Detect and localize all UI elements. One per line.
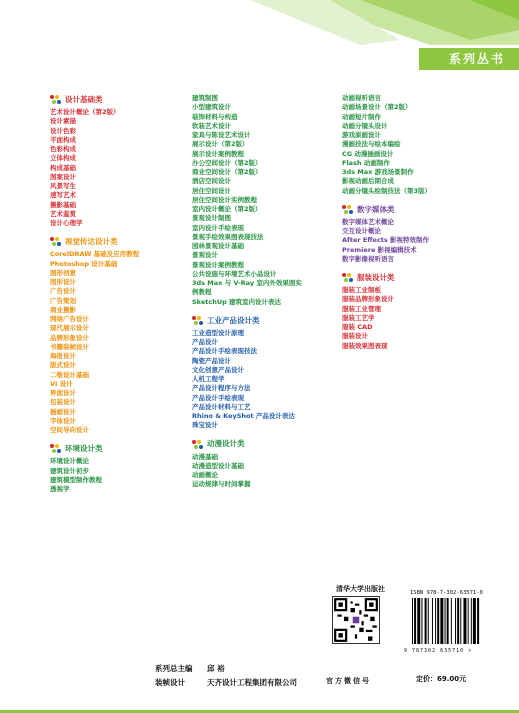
book-title: 设计素描 <box>50 117 76 126</box>
official-wechat-label: 官方微信号 <box>326 677 371 685</box>
barcode-bar <box>447 598 449 644</box>
category-title: 动漫设计类 <box>207 439 245 449</box>
book-title: 例教程 <box>192 288 212 297</box>
book-title: 艺术设计概论（第2版） <box>50 108 120 116</box>
book-title: 立体构成 <box>50 154 76 163</box>
book-title: 现代展示设计 <box>50 324 89 333</box>
category-dots-icon <box>50 444 62 453</box>
book-title: 服装工业管理 <box>342 304 381 313</box>
category-dots-icon <box>192 440 204 449</box>
category-heading <box>192 315 342 326</box>
barcode-bar <box>412 598 413 644</box>
book-title: 动画分镜头绘制技法（第3版） <box>342 186 432 195</box>
book-title: 动漫造型设计基础 <box>192 461 244 470</box>
book-title: 酒店空间设计 <box>192 177 231 186</box>
book-title: 包装设计 <box>50 398 76 407</box>
category-dots-icon <box>342 273 354 282</box>
credits <box>155 662 297 690</box>
book-title: 摄影基础 <box>50 200 76 209</box>
category-dots-icon <box>50 237 62 246</box>
book-title: 展示设计案例教程 <box>192 149 244 158</box>
barcode-bar <box>425 598 427 644</box>
book-title: 服装工艺学 <box>342 313 375 322</box>
column-1 <box>50 94 200 502</box>
category-group <box>342 272 502 351</box>
category-group <box>192 439 342 490</box>
book-title: 产品设计手绘表现 <box>192 393 244 402</box>
book-title: 人机工程学 <box>192 375 225 383</box>
book-title: 风景写生 <box>50 182 76 190</box>
book-title: 影视动画后期合成 <box>342 177 394 186</box>
category-heading <box>342 272 502 283</box>
book-title: Photoshop 设计基础 <box>50 259 118 268</box>
column-2 <box>192 94 342 498</box>
book-title: 服装品牌形象设计 <box>342 295 394 304</box>
book-title: 3ds Max 游戏场景制作 <box>342 168 414 176</box>
isbn-text: ISBN 978-7-302-63571-0 <box>410 590 483 596</box>
book-title: Premiere 影视编辑技术 <box>342 245 417 254</box>
book-title: 环境设计概论 <box>50 457 89 466</box>
book-title: 服装效果图表现 <box>342 341 388 350</box>
book-title: 产品设计程序与方法 <box>192 384 251 393</box>
book-title: 建筑模型制作教程 <box>50 475 102 484</box>
qr-code-icon <box>332 596 380 644</box>
barcode-bar <box>460 598 461 644</box>
editor-name: 邱 裕 <box>207 664 225 673</box>
book-title: 漫画技法与绘本编绘 <box>342 140 401 149</box>
book-title: 图案设计 <box>50 172 76 181</box>
editor-label: 系列总主编 <box>155 664 193 673</box>
book-title: 图形创意 <box>50 268 76 277</box>
category-dots-icon <box>342 205 354 214</box>
barcode-icon <box>410 598 506 646</box>
price: 定价：69.00元 <box>416 675 467 683</box>
book-title: 平面构成 <box>50 135 76 144</box>
book-title: VI 设计 <box>50 379 73 388</box>
book-title: 数字媒体艺术概论 <box>342 217 394 226</box>
book-title: 服装工业制板 <box>342 286 381 294</box>
barcode-bar <box>473 598 476 644</box>
book-title: 网络广告设计 <box>50 315 89 323</box>
isbn-digits: 9 787302 635710 > <box>404 648 473 654</box>
book-title: 园林景观设计基础 <box>192 242 244 250</box>
book-title: 小型建筑设计 <box>192 103 231 112</box>
category-dots-icon <box>192 316 204 325</box>
book-title: 插画设计 <box>50 407 76 416</box>
category-title: 服装设计类 <box>357 272 395 282</box>
book-title: 动画视听语言 <box>342 94 381 102</box>
category-title: 设计基础类 <box>65 94 103 104</box>
book-title: 书籍装帧设计 <box>50 342 89 351</box>
category-group <box>50 94 200 228</box>
book-title: 建筑设计初步 <box>50 466 89 475</box>
book-title: 动画场景设计（第2版） <box>342 103 412 112</box>
book-title: After Effects 影视特效制作 <box>342 236 430 245</box>
book-title: 居住空间设计 <box>192 186 231 195</box>
book-title: 版式设计 <box>50 361 76 370</box>
category-heading <box>50 94 200 105</box>
barcode-bar <box>417 598 420 644</box>
category-heading <box>50 443 200 454</box>
book-title: 动画概论 <box>192 471 218 479</box>
series-tag: 系列丛书 <box>419 48 519 70</box>
green-decoration <box>0 0 519 90</box>
book-title: Flash 动画制作 <box>342 158 390 167</box>
book-title: 产品设计 <box>192 338 218 346</box>
book-title: 文化创意产品设计 <box>192 365 244 374</box>
barcode-bar <box>457 598 459 644</box>
design-name: 天齐设计工程集团有限公司 <box>207 678 297 687</box>
book-title: 景观设计 <box>192 251 218 260</box>
category-title: 视觉传达设计类 <box>65 237 118 247</box>
book-title: CorelDRAW 基础及应用教程 <box>50 250 140 259</box>
book-title: 交互设计概论 <box>342 227 381 235</box>
book-title: 商业空间设计（第2版） <box>192 168 262 176</box>
book-title: 产品设计手绘表现技法 <box>192 347 257 356</box>
book-title: SketchUp 建筑室内设计表达 <box>192 297 282 306</box>
category-group <box>342 204 502 264</box>
book-title: 装饰材料与构造 <box>192 112 238 121</box>
book-title: 运动规律与时间掌握 <box>192 480 251 489</box>
book-title: 速写艺术 <box>50 191 76 200</box>
barcode-bar <box>451 598 452 644</box>
book-title: 陶瓷产品设计 <box>192 356 231 365</box>
book-title: 动漫基础 <box>192 452 218 461</box>
book-title: 建筑制图 <box>192 94 218 102</box>
book-title: CG 动漫插画设计 <box>342 149 394 158</box>
category-title: 数字媒体类 <box>357 204 395 214</box>
category-heading <box>50 236 200 247</box>
category-title: 工业产品设计类 <box>207 315 260 325</box>
book-title: 艺术鉴赏 <box>50 209 76 218</box>
book-title: 界面设计 <box>50 389 76 397</box>
category-dots-icon <box>50 95 62 104</box>
barcode-bar <box>414 598 416 644</box>
book-title: 家具与陈设艺术设计 <box>192 131 251 139</box>
book-title: 工业造型设计原理 <box>192 328 244 337</box>
category-group <box>50 236 200 435</box>
book-title: 透视学 <box>50 485 70 493</box>
barcode-bar <box>435 598 436 644</box>
book-title: 景观设计制图 <box>192 214 231 223</box>
barcode-bar <box>421 598 422 644</box>
book-title: 公共设施与环境艺术小品设计 <box>192 269 277 278</box>
barcode-bar <box>471 598 472 644</box>
book-title: 构成基础 <box>50 163 76 172</box>
category-heading <box>342 204 502 215</box>
book-title: 展示设计（第2版） <box>192 140 249 149</box>
book-title: 空间导向设计 <box>50 426 89 434</box>
book-title: 海报设计 <box>50 352 76 360</box>
book-title: 广告设计 <box>50 287 76 296</box>
book-title: 二维设计基础 <box>50 370 89 379</box>
book-title: 景观手绘效果图表现技法 <box>192 232 264 241</box>
book-title: 产品设计材料与工艺 <box>192 402 251 411</box>
book-title: 居住空间设计实例教程 <box>192 195 257 204</box>
book-title: 软装艺术设计 <box>192 121 231 130</box>
book-title: 服装设计 <box>342 332 368 341</box>
book-title: 设计色彩 <box>50 126 76 135</box>
book-title: 广告策划 <box>50 296 76 305</box>
barcode-bar <box>445 598 446 644</box>
barcode-bar <box>432 598 433 644</box>
book-title: 品牌形象设计 <box>50 333 89 342</box>
barcode-bar <box>455 598 456 644</box>
book-title: 游戏原画设计 <box>342 131 381 139</box>
book-title: Rhino & KeyShot 产品设计表达 <box>192 412 295 420</box>
category-group <box>50 443 200 494</box>
barcode-bar <box>468 598 469 644</box>
book-title: 设计心理学 <box>50 219 83 227</box>
barcode-bar <box>463 598 466 644</box>
book-title: 办公空间设计（第2版） <box>192 158 262 167</box>
barcode-bar <box>440 598 443 644</box>
book-title: 图形设计 <box>50 278 76 286</box>
book-title: 景观设计案例教程 <box>192 260 244 269</box>
barcode-bar <box>428 598 429 644</box>
book-title: 服装 CAD <box>342 323 373 331</box>
publisher-name: 清华大学出版社 <box>336 585 385 593</box>
book-title: 数字影像视听语言 <box>342 254 394 263</box>
category-group <box>342 94 502 196</box>
book-title: 室内设计概论（第2版） <box>192 205 262 213</box>
column-3 <box>342 94 502 359</box>
book-title: 商业摄影 <box>50 305 76 314</box>
category-heading <box>192 439 342 450</box>
barcode-bar <box>437 598 439 644</box>
category-group <box>192 315 342 431</box>
design-label: 装帧设计 <box>155 678 185 687</box>
book-title: 3ds Max 与 V-Ray 室内外效果图实 <box>192 279 302 287</box>
book-title: 字体设计 <box>50 416 76 425</box>
book-title: 珠宝设计 <box>192 421 218 430</box>
book-title: 室内设计手绘表现 <box>192 223 244 232</box>
category-group <box>192 94 342 307</box>
book-title: 动画分镜头设计 <box>342 121 388 130</box>
book-title: 色彩构成 <box>50 145 76 153</box>
book-title: 动画短片制作 <box>342 112 381 121</box>
category-title: 环境设计类 <box>65 444 103 454</box>
barcode-bar <box>477 598 479 644</box>
